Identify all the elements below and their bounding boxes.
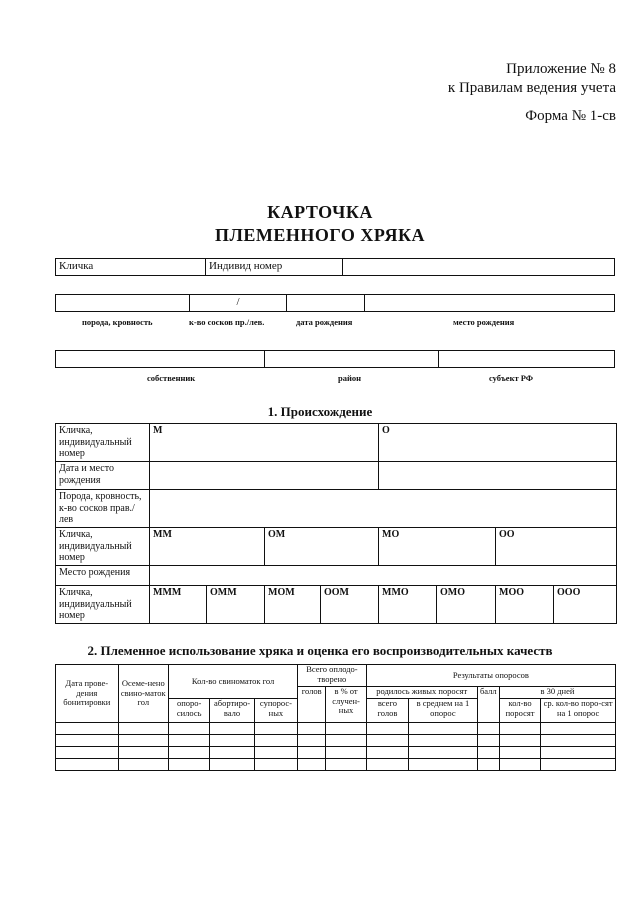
cell[interactable]: [326, 735, 366, 747]
cell[interactable]: [254, 747, 297, 759]
breed-row: [55, 294, 615, 312]
hdr-total-heads: всего голов: [366, 699, 408, 723]
hdr-farrowed: опоро-силось: [168, 699, 209, 723]
birth-date-field[interactable]: [287, 295, 365, 311]
cell[interactable]: [254, 723, 297, 735]
hdr-total-fertilized: Всего оплодо-творено: [298, 665, 367, 687]
parent-m[interactable]: М: [150, 424, 379, 462]
label-name-number-2: Кличка, индивидуальный номер: [56, 528, 150, 566]
cell[interactable]: [298, 723, 326, 735]
cell[interactable]: [298, 747, 326, 759]
cell[interactable]: [254, 759, 297, 771]
ggp-omm[interactable]: ОММ: [207, 586, 265, 624]
title-line-2: ПЛЕМЕННОГО ХРЯКА: [214, 225, 426, 245]
birth-place-field[interactable]: [365, 295, 614, 311]
caption-region: субъект РФ: [489, 373, 534, 383]
cell[interactable]: [56, 759, 119, 771]
hdr-piglets-count: кол-во поросят: [499, 699, 540, 723]
section2-title: 2. Племенное использование хряка и оценка его воспроизводительных качеств: [87, 643, 553, 658]
cell[interactable]: [409, 735, 478, 747]
hdr-score: балл: [477, 687, 499, 723]
individual-number-field[interactable]: Индивид номер: [206, 259, 343, 275]
cell[interactable]: [298, 735, 326, 747]
cell[interactable]: [210, 747, 254, 759]
hdr-heads: голов: [298, 687, 326, 723]
table-row: [56, 735, 616, 747]
cell[interactable]: [477, 759, 499, 771]
id-row: [55, 258, 615, 276]
cell[interactable]: [541, 747, 616, 759]
parent-m-birth[interactable]: [150, 462, 379, 490]
cell[interactable]: [168, 723, 209, 735]
cell[interactable]: [56, 747, 119, 759]
grandparents-birth-place[interactable]: [150, 566, 617, 586]
document-title: [0, 201, 640, 247]
owner-row: [55, 350, 615, 368]
grandparent-oo[interactable]: ОО: [496, 528, 617, 566]
cell[interactable]: [298, 759, 326, 771]
cell[interactable]: [326, 747, 366, 759]
caption-owner: собственник: [147, 373, 196, 383]
ggp-moo[interactable]: МОО: [496, 586, 554, 624]
teats-field[interactable]: /: [190, 295, 287, 311]
ggp-ooo[interactable]: ООО: [554, 586, 617, 624]
pedigree-row: [56, 528, 617, 566]
region-field[interactable]: [439, 351, 614, 367]
cell[interactable]: [326, 759, 366, 771]
cell[interactable]: [366, 723, 408, 735]
cell[interactable]: [326, 723, 366, 735]
cell[interactable]: [366, 759, 408, 771]
hdr-aborted: абортиро-вало: [210, 699, 254, 723]
ggp-mmo[interactable]: ММО: [379, 586, 437, 624]
table-row: [56, 723, 616, 735]
hdr-pct-matings: в % от случен-ных: [326, 687, 366, 723]
pedigree-row: [56, 490, 617, 528]
cell[interactable]: [541, 723, 616, 735]
hdr-barren: супорос-ных: [254, 699, 297, 723]
label-birth-date-place: Дата и место рождения: [56, 462, 150, 490]
individual-number-value[interactable]: [343, 259, 614, 275]
cell[interactable]: [168, 735, 209, 747]
cell[interactable]: [118, 735, 168, 747]
cell[interactable]: [499, 759, 540, 771]
hdr-30-days: в 30 дней: [499, 687, 615, 699]
caption-birth-date: дата рождения: [296, 317, 353, 327]
cell[interactable]: [409, 723, 478, 735]
cell[interactable]: [168, 747, 209, 759]
caption-birth-place: место рождения: [453, 317, 515, 327]
table-row: [56, 759, 616, 771]
parent-o-birth[interactable]: [379, 462, 617, 490]
pedigree-row: [56, 566, 617, 586]
ggp-oom[interactable]: ООМ: [321, 586, 379, 624]
hdr-born-alive: родилось живых поросят: [366, 687, 477, 699]
cell[interactable]: [477, 723, 499, 735]
label-breed-teats: Порода, кровность, к-во сосков прав./лев: [56, 490, 150, 528]
cell[interactable]: [477, 747, 499, 759]
appendix-line-2: к Правилам ведения учета: [447, 80, 616, 96]
cell[interactable]: [477, 735, 499, 747]
caption-teats: к-во сосков пр./лев.: [189, 317, 265, 327]
cell[interactable]: [118, 759, 168, 771]
cell[interactable]: [499, 735, 540, 747]
ggp-mmm[interactable]: МММ: [150, 586, 207, 624]
form-number: Форма № 1-св: [525, 108, 616, 124]
cell[interactable]: [118, 747, 168, 759]
parents-breed[interactable]: [150, 490, 617, 528]
hdr-sows-count: Кол-во свиноматок гол: [168, 665, 297, 699]
cell[interactable]: [254, 735, 297, 747]
cell[interactable]: [541, 735, 616, 747]
parent-o[interactable]: О: [379, 424, 617, 462]
cell[interactable]: [541, 759, 616, 771]
hdr-avg-per-farrow: в среднем на 1 опорос: [409, 699, 478, 723]
hdr-inseminated: Осеме-нено свино-маток гол: [118, 665, 168, 723]
district-field[interactable]: [265, 351, 439, 367]
label-name-number: Кличка, индивидуальный номер: [56, 424, 150, 462]
name-field[interactable]: Кличка: [56, 259, 206, 275]
caption-district: район: [338, 373, 362, 383]
cell[interactable]: [210, 759, 254, 771]
title-line-1: КАРТОЧКА: [267, 202, 373, 222]
cell[interactable]: [168, 759, 209, 771]
appendix-note: [448, 60, 616, 98]
ggp-omo[interactable]: ОМО: [437, 586, 496, 624]
cell[interactable]: [56, 723, 119, 735]
cell[interactable]: [366, 747, 408, 759]
owner-field[interactable]: [56, 351, 265, 367]
cell[interactable]: [56, 735, 119, 747]
pedigree-row: [56, 462, 617, 490]
pedigree-table: [55, 423, 617, 624]
breeding-use-table: [55, 664, 616, 771]
hdr-date: Дата прове-дения бонитировки: [56, 665, 119, 723]
grandparent-om[interactable]: ОМ: [265, 528, 379, 566]
hdr-avg-piglets: ср. кол-во поро-сят на 1 опорос: [541, 699, 616, 723]
hdr-results: Результаты опоросов: [366, 665, 615, 687]
cell[interactable]: [499, 723, 540, 735]
grandparent-mo[interactable]: МО: [379, 528, 496, 566]
caption-breed: порода, кровность: [82, 317, 153, 327]
section1-title: 1. Происхождение: [267, 404, 373, 419]
cell[interactable]: [210, 735, 254, 747]
cell[interactable]: [409, 759, 478, 771]
cell[interactable]: [210, 723, 254, 735]
cell[interactable]: [366, 735, 408, 747]
grandparent-mm[interactable]: ММ: [150, 528, 265, 566]
label-birth-place: Место рождения: [56, 566, 150, 586]
cell[interactable]: [499, 747, 540, 759]
breed-field[interactable]: [56, 295, 190, 311]
table-row: [56, 747, 616, 759]
appendix-line-1: Приложение № 8: [506, 61, 616, 77]
pedigree-row: [56, 586, 617, 624]
label-name-number-3: Кличка, индивидуальный номер: [56, 586, 150, 624]
ggp-mom[interactable]: МОМ: [265, 586, 321, 624]
pedigree-row: [56, 424, 617, 462]
cell[interactable]: [409, 747, 478, 759]
cell[interactable]: [118, 723, 168, 735]
